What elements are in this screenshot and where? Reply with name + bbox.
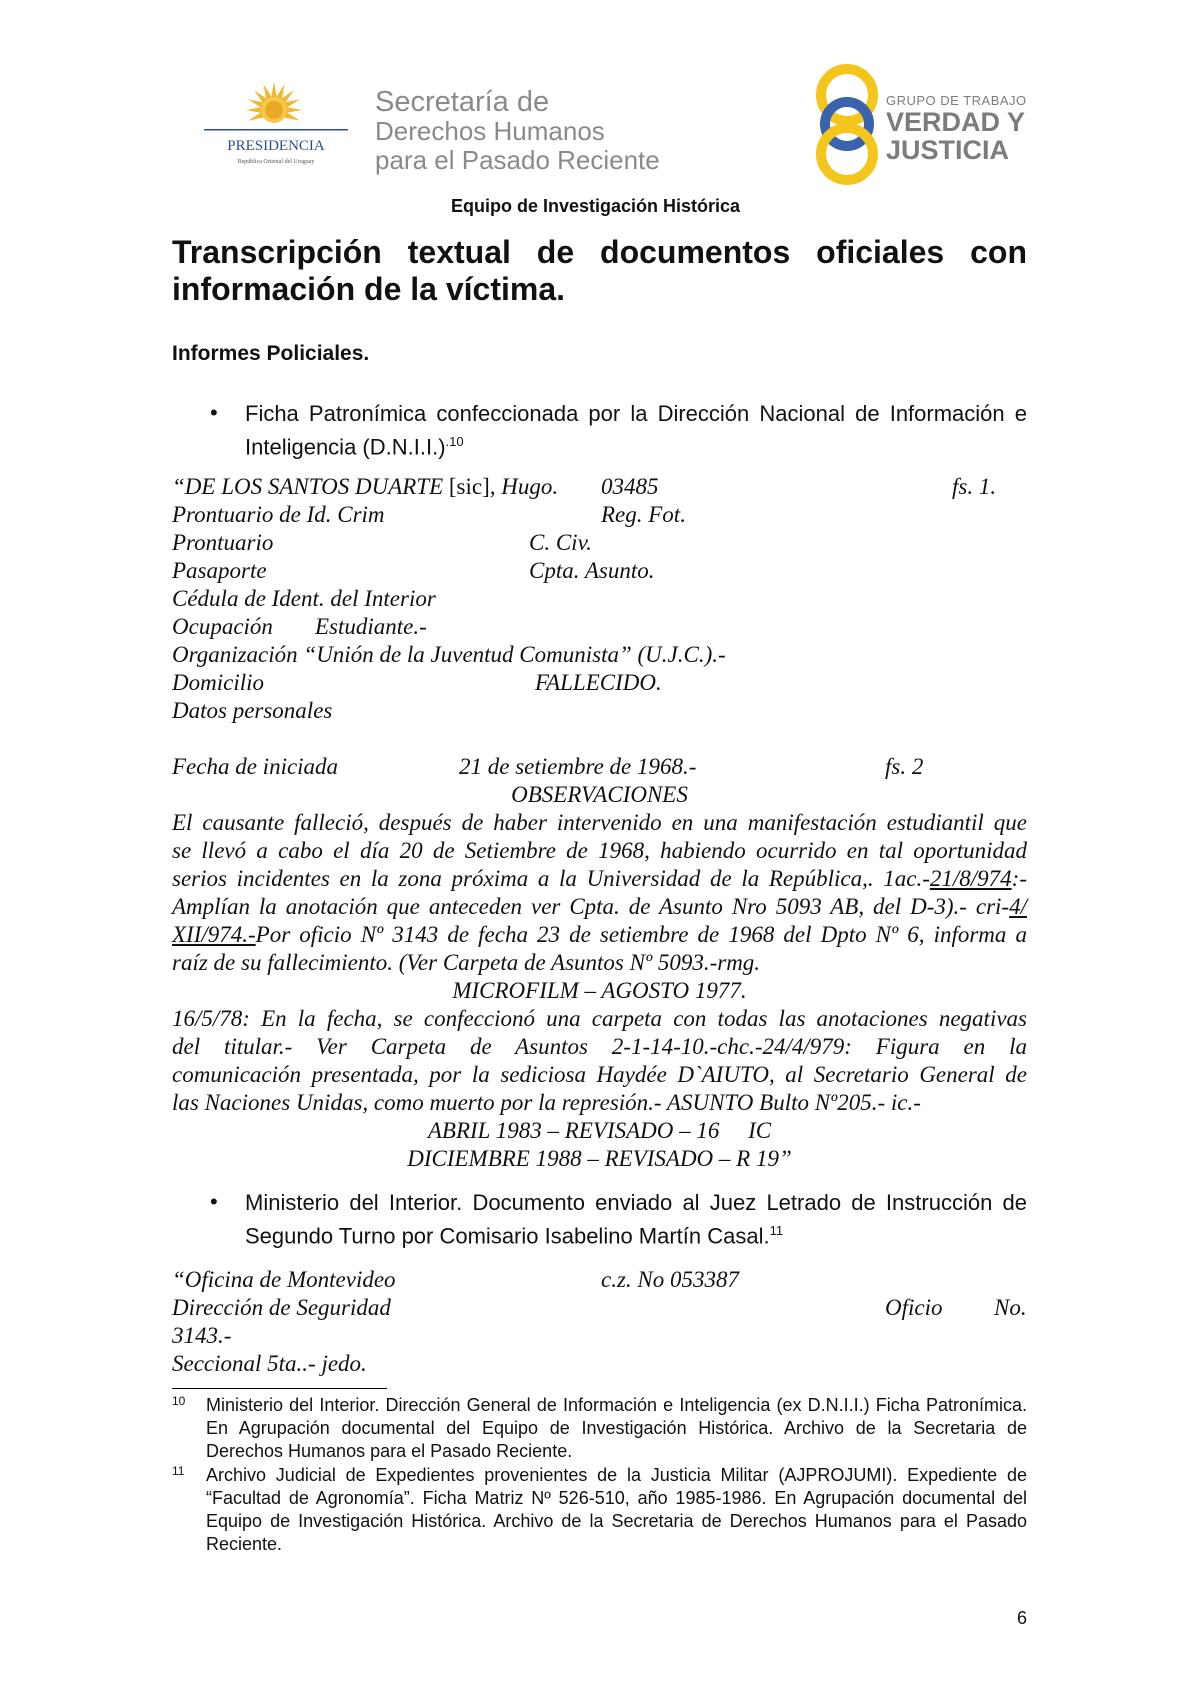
footnote-text: Ministerio del Interior. Dirección General de Información e Inteligencia (ex D.N.I.I.) Ficha Patronímica. En Agrupación documental del Equipo de Investigación Histórica. Archivo de la Secretaria de Derechos Humanos para el Pasado Reciente. <box>206 1395 1027 1461</box>
ficha-cedula: Cédula de Ident. del Interior <box>172 586 436 611</box>
ficha-reg-fot: Reg. Fot. <box>601 502 686 527</box>
presidencia-label: PRESIDENCIA <box>227 138 325 154</box>
obs-line-3b: :- <box>1011 866 1027 891</box>
footnote-ref-10: .10 <box>445 434 464 449</box>
ficha-prontuario-id: Prontuario de Id. Crim <box>172 502 385 527</box>
obs-line-7: 16/5/78: En la fecha, se confeccionó una carpeta con todas las anotaciones negativas <box>172 1006 1027 1031</box>
bullet-item-ficha <box>245 400 1027 461</box>
ficha-number: 03485 <box>601 474 659 499</box>
ficha-sic: [sic] <box>448 474 490 499</box>
obs-line-8: del titular.- Ver Carpeta de Asuntos 2-1-14-10.-chc.-24/4/979: Figura en la <box>172 1034 1027 1059</box>
secretaria-line2: Derechos Humanos <box>375 116 605 146</box>
ficha-fecha-label: Fecha de iniciada <box>172 754 339 779</box>
bullet-dot: • <box>210 1189 218 1214</box>
ficha-fecha-value: 21 de setiembre de 1968.- <box>459 754 697 779</box>
ficha-microfilm: MICROFILM – AGOSTO 1977. <box>452 978 747 1003</box>
secretaria-line1: Secretaría de <box>375 86 550 118</box>
footnote-divider <box>172 1388 387 1389</box>
obs-line-3-underlined: 21/8/974 <box>929 866 1012 891</box>
footnote-ref-11: 11 <box>769 1223 784 1238</box>
oficio-seccional: Seccional 5ta..- jedo. <box>172 1351 367 1376</box>
ficha-datos: Datos personales <box>172 698 333 723</box>
ficha-fs2: fs. 2 <box>885 754 924 779</box>
ficha-name-suffix: , Hugo. <box>489 474 559 499</box>
bullet-dot: • <box>210 400 218 425</box>
presidencia-logo <box>196 80 356 180</box>
gtvj-line1: GRUPO DE TRABAJO <box>886 93 1027 108</box>
obs-line-5b: Por oficio Nº 3143 de fecha 23 de setiembre de 1968 del Dpto Nº 6, informa a <box>255 922 1027 947</box>
obs-line-9: comunicación presentada, por la sediciosa Haydée D`AIUTO, al Secretario General de <box>172 1062 1027 1087</box>
ficha-fallecido: FALLECIDO. <box>535 670 662 695</box>
obs-line-5-underlined: XII/974.- <box>172 922 256 947</box>
obs-line-3 <box>172 865 1027 893</box>
ficha-ocupacion-value: Estudiante.- <box>315 614 427 639</box>
gtvj-line3: JUSTICIA <box>886 135 1010 165</box>
oficio-oficina: “Oficina de Montevideo <box>172 1267 396 1292</box>
ficha-organizacion: Organización “Unión de la Juventud Comunista” (U.J.C.).- <box>172 642 726 667</box>
bullet-text: Ministerio del Interior. Documento enviado al Juez Letrado de Instrucción de Segundo Turno por Comisario Isabelino Martín Casal. <box>245 1190 1027 1249</box>
ficha-ocupacion-label: Ocupación <box>172 614 273 639</box>
obs-line-5 <box>172 921 1027 949</box>
team-heading: Equipo de Investigación Histórica <box>450 196 741 216</box>
secretaria-title <box>375 88 660 175</box>
obs-line-10: las Naciones Unidas, como muerto por la represión.- ASUNTO Bulto Nº205.- ic.- <box>172 1090 921 1115</box>
obs-line-6: raíz de su fallecimiento. (Ver Carpeta de Asuntos Nº 5093.-rmg. <box>172 950 761 975</box>
oficio-direccion: Dirección de Seguridad <box>172 1295 391 1320</box>
obs-line-2: se llevó a cabo el día 20 de Setiembre de 1968, habiendo ocurrido en tal oportunidad <box>172 838 1027 863</box>
ficha-cpta-asunto: Cpta. Asunto. <box>529 558 655 583</box>
oficio-no-label: No. <box>994 1295 1027 1320</box>
ficha-observaciones: OBSERVACIONES <box>511 782 688 807</box>
oficio-number: 3143.- <box>172 1323 232 1348</box>
ficha-name-prefix: “DE LOS SANTOS DUARTE <box>172 474 449 499</box>
gtvj-title <box>886 93 1027 164</box>
ficha-domicilio: Domicilio <box>172 670 264 695</box>
obs-line-4-underlined: 4/ <box>1009 894 1027 919</box>
oficio-label: Oficio <box>885 1295 943 1320</box>
footnote-text: Archivo Judicial de Expedientes provenientes de la Justicia Militar (AJPROJUMI). Expediente de “Facultad de Agronomía”. Ficha Matriz Nº 526-510, año 1985-1986. En Agrupación documental del Equipo de Investigación Histórica. Archivo de la Secretaria de Derechos Humanos para el Pasado Reciente. <box>206 1465 1027 1554</box>
footnote-number: 10 <box>172 1394 186 1408</box>
ficha-revision-2: DICIEMBRE 1988 – REVISADO – R 19” <box>407 1146 792 1171</box>
document-title: Transcripción textual de documentos oficiales con información de la víctima. <box>172 234 1027 307</box>
sun-icon <box>196 80 356 180</box>
page-number: 6 <box>1017 1608 1028 1628</box>
ficha-fs1: fs. 1. <box>952 474 997 499</box>
gtvj-line2: VERDAD Y <box>886 107 1026 137</box>
obs-line-1: El causante falleció, después de haber intervenido en una manifestación estudiantil que <box>172 810 1027 835</box>
ficha-pasaporte: Pasaporte <box>172 558 267 583</box>
section-title: Informes Policiales. <box>172 342 370 365</box>
ficha-name <box>172 473 558 501</box>
presidencia-sub: República Oriental del Uruguay <box>237 159 315 165</box>
ficha-prontuario: Prontuario <box>172 530 274 555</box>
oficio-cz: c.z. No 053387 <box>601 1267 739 1292</box>
obs-line-4 <box>172 893 1027 921</box>
bullet-item-ministerio <box>245 1189 1027 1250</box>
bullet-text: Ficha Patronímica confeccionada por la Dirección Nacional de Información e Inteligencia (D.N.I.I.) <box>245 401 1027 460</box>
footnote-number: 11 <box>172 1464 185 1478</box>
obs-line-4a: Amplían la anotación que anteceden ver Cpta. de Asunto Nro 5093 AB, del D-3).- cri- <box>172 894 1010 919</box>
obs-line-3a: serios incidentes en la zona próxima a la Universidad de la República,. 1ac.- <box>172 866 930 891</box>
secretaria-line3: para el Pasado Reciente <box>375 145 660 175</box>
ficha-c-civ: C. Civ. <box>529 530 592 555</box>
ficha-revision-1: ABRIL 1983 – REVISADO – 16 IC <box>427 1118 772 1143</box>
